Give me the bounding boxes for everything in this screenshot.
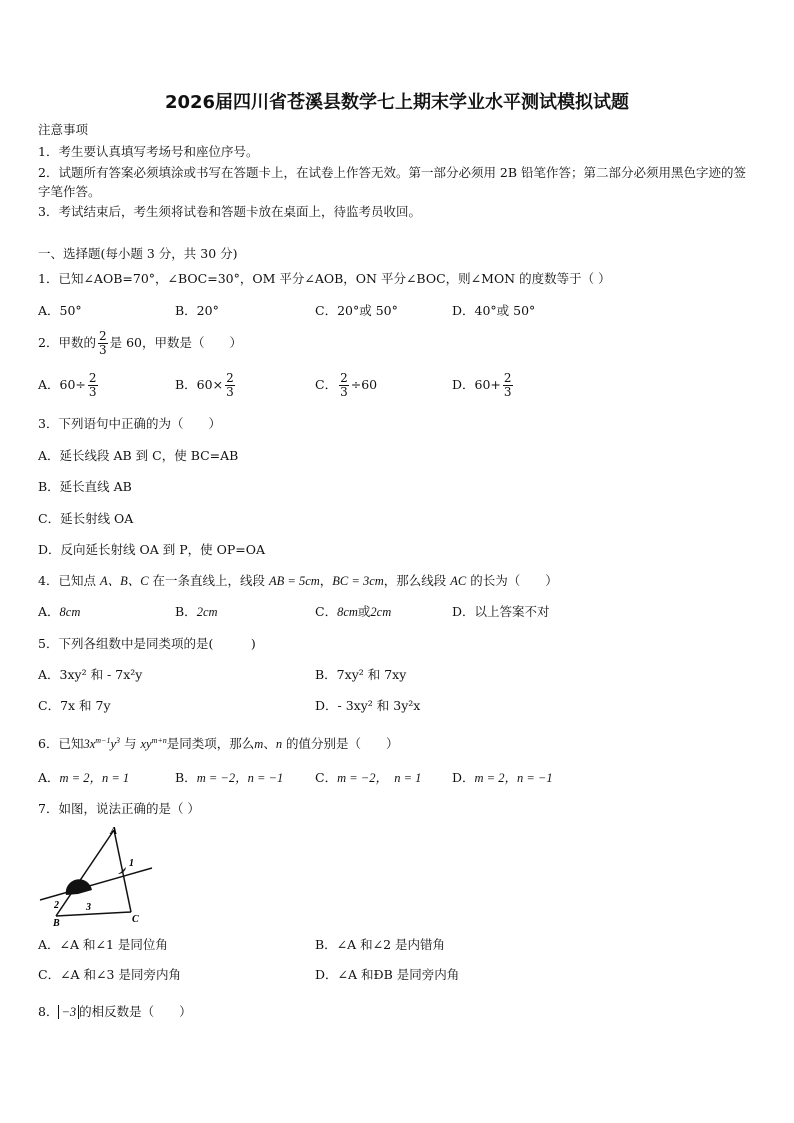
q6-option-d: D．m = 2，n = −1	[452, 770, 553, 785]
figure-label-2: 2	[54, 900, 59, 911]
q4-option-c: C．8cm或2cm	[315, 604, 392, 619]
figure-label-3: 3	[86, 902, 91, 913]
question-3-stem: 3．下列语句中正确的为（ ）	[38, 416, 221, 431]
triangle-figure	[36, 822, 156, 930]
q3-option-d: D．反向延长射线 OA 到 P，使 OP=OA	[38, 542, 266, 557]
q1-option-d: D．40°或 50°	[452, 303, 536, 318]
q6-option-c: C．m = −2， n = 1	[315, 770, 422, 785]
q7-option-c: C．∠A 和∠3 是同旁内角	[38, 967, 181, 982]
q5-option-a: A．3xy² 和 - 7x²y	[38, 667, 143, 682]
q5-option-d: D．- 3xy² 和 3y²x	[315, 698, 421, 713]
q3-option-b: B．延长直线 AB	[38, 479, 132, 494]
q2-stem-post: 是 60，甲数是（ ）	[109, 335, 242, 350]
q3-option-c: C．延长射线 OA	[38, 511, 134, 526]
question-8-stem: 8． −3 的相反数是（ ）	[38, 1004, 192, 1019]
question-5-stem: 5．下列各组数中是同类项的是( )	[38, 636, 256, 651]
q2-option-c: C． $\frac{2}{3}$ ÷60	[315, 371, 378, 399]
q5-option-b: B．7xy² 和 7xy	[315, 667, 407, 682]
q2-stem-pre: 2．甲数的	[38, 335, 96, 350]
q7-option-a: A．∠A 和∠1 是同位角	[38, 937, 168, 952]
absolute-value: −3	[58, 1005, 79, 1019]
q7-option-b: B．∠A 和∠2 是内错角	[315, 937, 446, 952]
figure-label-c: C	[132, 914, 139, 925]
q4-option-b: B．2cm	[175, 604, 218, 619]
question-6-stem: 6．已知$3x^{m-1}y^3$ 与 $xy^{m+n}$是同类项，那么m、n 的值分别是（ ）	[38, 736, 399, 752]
question-4-stem: 4．已知点 A、B、C 在一条直线上，线段 AB = 5cm，BC = 3cm，那么线段 AC 的长为（ ）	[38, 573, 558, 588]
q5-option-c: C．7x 和 7y	[38, 698, 111, 713]
q4-option-a: A．8cm	[38, 604, 81, 619]
q6-option-b: B．m = −2，n = −1	[175, 770, 284, 785]
q1-option-a: A．50°	[38, 303, 82, 318]
q2-option-a: A．60÷ $\frac{2}{3}$	[38, 371, 97, 399]
question-7-stem: 7．如图，说法正确的是（ ）	[38, 801, 200, 816]
notice-item-3: 3．考试结束后，考生须将试卷和答题卡放在桌面上，待监考员收回。	[38, 204, 421, 219]
figure-label-b: B	[53, 918, 60, 929]
q4-option-d: D．以上答案不对	[452, 604, 550, 619]
notice-heading: 注意事项	[38, 122, 89, 137]
page-title: 2026届四川省苍溪县数学七上期末学业水平测试模拟试题	[164, 92, 630, 113]
fraction-two-thirds: $\frac{2}{3}$	[98, 329, 107, 357]
notice-item-1: 1．考生要认真填写考场号和座位序号。	[38, 144, 259, 159]
figure-label-1: 1	[129, 858, 134, 869]
figure-label-a: A	[110, 825, 118, 837]
q2-option-b: B．60× $\frac{2}{3}$	[175, 371, 234, 399]
q2-option-d: D．60+ $\frac{2}{3}$	[452, 371, 512, 399]
notice-item-2: 2．试题所有答案必须填涂或书写在答题卡上，在试卷上作答无效。第一部分必须用 2B 铅笔作答；第二部分必须用黑色字迹的签字笔作答。	[38, 165, 747, 199]
question-2-stem	[38, 330, 242, 357]
q7-option-d: D．∠A 和ÐB 是同旁内角	[315, 967, 460, 982]
q1-option-c: C．20°或 50°	[315, 303, 398, 318]
q6-option-a: A．m = 2，n = 1	[38, 770, 130, 785]
q1-option-b: B．20°	[175, 303, 219, 318]
q3-option-a: A．延长线段 AB 到 C，使 BC=AB	[38, 448, 239, 463]
section-heading: 一、选择题(每小题 3 分，共 30 分)	[38, 246, 238, 261]
question-1-stem: 1．已知∠AOB=70°，∠BOC=30°，OM 平分∠AOB，ON 平分∠BOC，则∠MON 的度数等于（ ）	[38, 271, 611, 286]
